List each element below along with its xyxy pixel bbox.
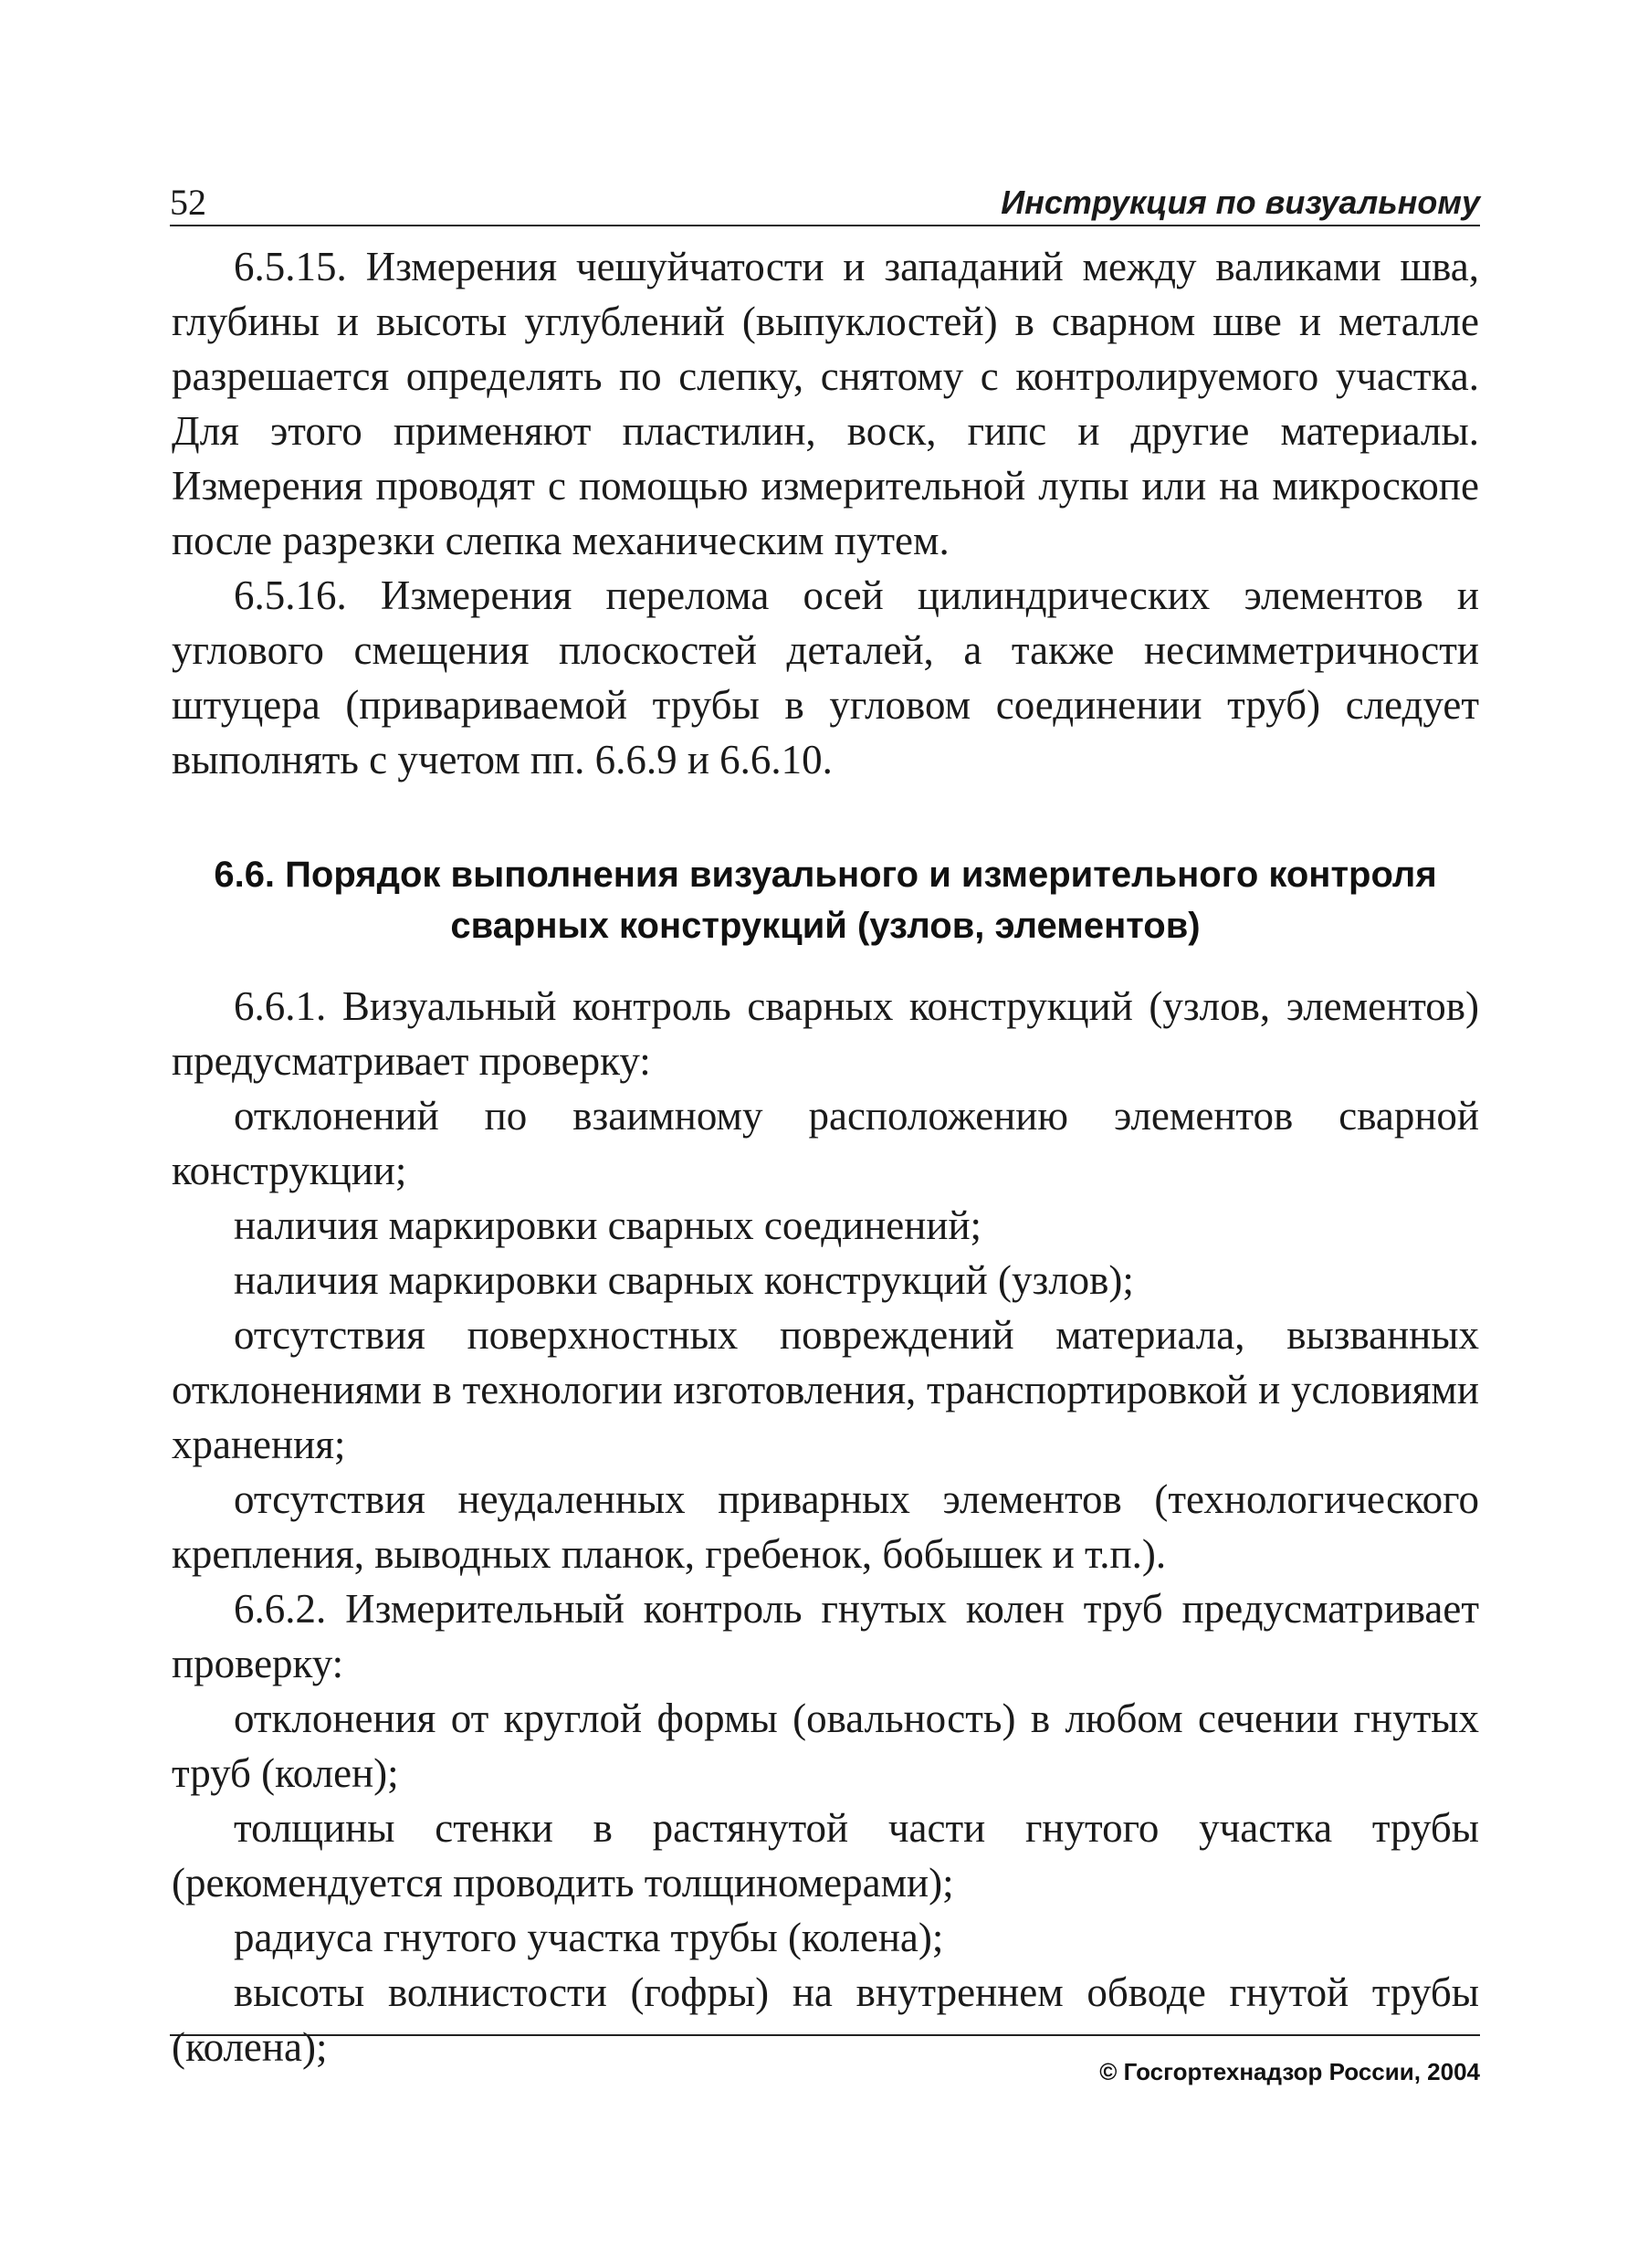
paragraph-6-6-1: 6.6.1. Визуальный контроль сварных конструкций (узлов, элементов) предусматривает проверку: <box>172 983 1479 1084</box>
footer-rule <box>170 2034 1480 2036</box>
section-heading-line-1: 6.6. Порядок выполнения визуального и измерительного контроля <box>214 855 1437 895</box>
list-item-deviations: отклонений по взаимному расположению элементов сварной конструкции; <box>172 1093 1479 1193</box>
list-item-structure-marking: наличия маркировки сварных конструкций (узлов); <box>234 1257 1134 1303</box>
paragraph-6-5-15: 6.5.15. Измерения чешуйчатости и западаний между валиками шва, глубины и высоты углублений (выпуклостей) в сварном шве и металле разрешается определять по слепку, снятому с контролируемого участка. Для этого применяют пластилин, воск, гипс и другие материалы. Измерения проводят с помощью измерительной лупы или на микроскопе после разрезки слепка механическим путем. <box>172 244 1479 563</box>
list-item-ovality: отклонения от круглой формы (овальность) в любом сечении гнутых труб (колен); <box>172 1696 1479 1796</box>
list-item-surface-damage: отсутствия поверхностных повреждений материала, вызванных отклонениями в технологии изготовления, транспортировкой и условиями хранения; <box>172 1312 1479 1467</box>
page-number: 52 <box>170 182 206 223</box>
list-item-wall-thickness: толщины стенки в растянутой части гнутого участка трубы (рекомендуется проводить толщиномерами); <box>172 1805 1479 1906</box>
section-heading-line-2: сварных конструкций (узлов, элементов) <box>450 906 1201 946</box>
section-heading-6-6 <box>172 849 1479 951</box>
page-body <box>172 239 1479 2074</box>
list-item-joint-marking: наличия маркировки сварных соединений; <box>234 1202 982 1248</box>
paragraph-6-6-2: 6.6.2. Измерительный контроль гнутых колен труб предусматривает проверку: <box>172 1586 1479 1686</box>
list-item-unremoved-elements: отсутствия неудаленных приварных элементов (технологического крепления, выводных планок, гребенок, бобышек и т.п.). <box>172 1476 1479 1577</box>
list-item-waviness: высоты волнистости (гофры) на внутреннем обводе гнутой трубы (колена); <box>172 1969 1479 2070</box>
paragraph-6-5-16: 6.5.16. Измерения перелома осей цилиндрических элементов и углового смещения плоскостей деталей, а также несимметричности штуцера (привариваемой трубы в угловом соединении труб) следует выполнять с учетом пп. 6.6.9 и 6.6.10. <box>172 572 1479 782</box>
page-header <box>170 173 1480 226</box>
copyright-notice: © Госгортехнадзор России, 2004 <box>1099 2058 1480 2085</box>
running-title: Инструкция по визуальному <box>1001 184 1480 221</box>
list-item-bend-radius: радиуса гнутого участка трубы (колена); <box>234 1915 944 1960</box>
